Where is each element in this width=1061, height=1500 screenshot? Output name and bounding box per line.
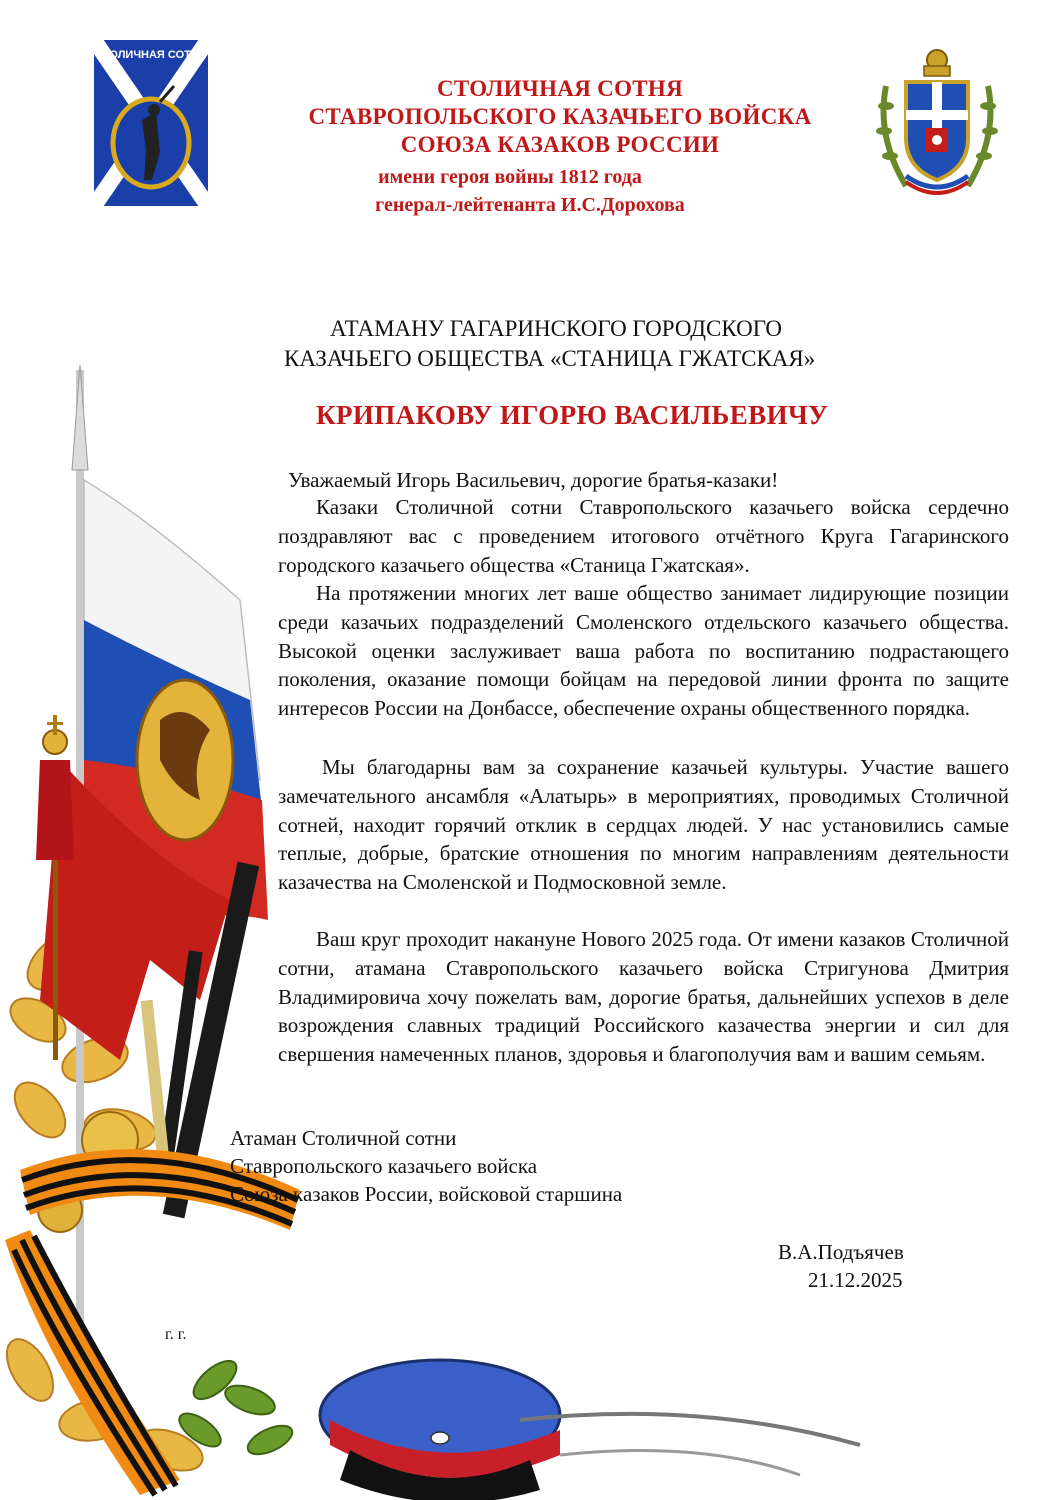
paragraph-4: Ваш круг проходит накануне Нового 2025 года. От имени казаков Столичной сотни, атамана Ставропольского казачьего войска Стригунова Дмитрия Владимировича хочу пожелать вам, дорогие братья, дальнейших успехов в деле возрождения славных традиций Российского казачества энергии и сил для свершения намеченных планов, здоровья и благополучия вам и вашим семьям. [278, 927, 1009, 1067]
header-line-5: генерал-лейтенанта И.С.Дорохова [375, 194, 685, 216]
addressee-line-2: КАЗАЧЬЕГО ОБЩЕСТВА «СТАНИЦА ГЖАТСКАЯ» [284, 346, 816, 371]
signature-title-3: Союза казаков России, войсковой старшина [230, 1182, 623, 1206]
signature-date: 21.12.2025 [808, 1268, 903, 1292]
stolichnaya-sotnya-logo [94, 40, 208, 206]
paragraph-2: На протяжении многих лет ваше общество занимает лидирующие позиции среди казачьих подразделений Смоленского отдельского казачьего общества. Высокой оценки заслуживает ваша работа по воспитанию подрастающего поколения, оказание помощи бойцам на передовой линии фронта по защите интересов России на Донбассе, обеспечение охраны общественного порядка. [278, 581, 1009, 721]
recipient-name: КРИПАКОВУ ИГОРЮ ВАСИЛЬЕВИЧУ [316, 400, 829, 430]
paragraph-1: Казаки Столичной сотни Ставропольского казачьего войска сердечно поздравляют вас с проведением итогового отчётного Круга Гагаринского городского казачьего общества «Станица Гжатская». [278, 495, 1009, 577]
paragraph-3: Мы благодарны вам за сохранение казачьей культуры. Участие вашего замечательного ансамбля «Алатырь» в мероприятиях, проводимых Столичной сотней, находит горячий отклик в сердцах людей. У нас установились самые теплые, добрые, братские отношения по многим направлениям деятельности казачества на Смоленской и Подмосковной земле. [278, 755, 1009, 895]
greeting: Уважаемый Игорь Васильевич, дорогие братья-казаки! [288, 468, 779, 492]
signature-title-1: Атаман Столичной сотни [230, 1126, 457, 1150]
stavropol-coat-of-arms [876, 46, 998, 198]
header-line-2: СТАВРОПОЛЬСКОГО КАЗАЧЬЕГО ВОЙСКА [308, 104, 812, 129]
signature-title-2: Ставропольского казачьего войска [230, 1154, 538, 1178]
header-line-3: СОЮЗА КАЗАКОВ РОССИИ [400, 132, 720, 157]
header-line-4: имени героя войны 1812 года [378, 166, 642, 188]
header-line-1: СТОЛИЧНАЯ СОТНЯ [437, 76, 683, 101]
margin-note: г. г. [161, 1326, 191, 1344]
addressee-line-1: АТАМАНУ ГАГАРИНСКОГО ГОРОДСКОГО [330, 316, 783, 341]
logo-text-top: СТОЛИЧНАЯ СОТНЯ [95, 49, 207, 61]
signature-name: В.А.Подъячев [778, 1240, 904, 1264]
